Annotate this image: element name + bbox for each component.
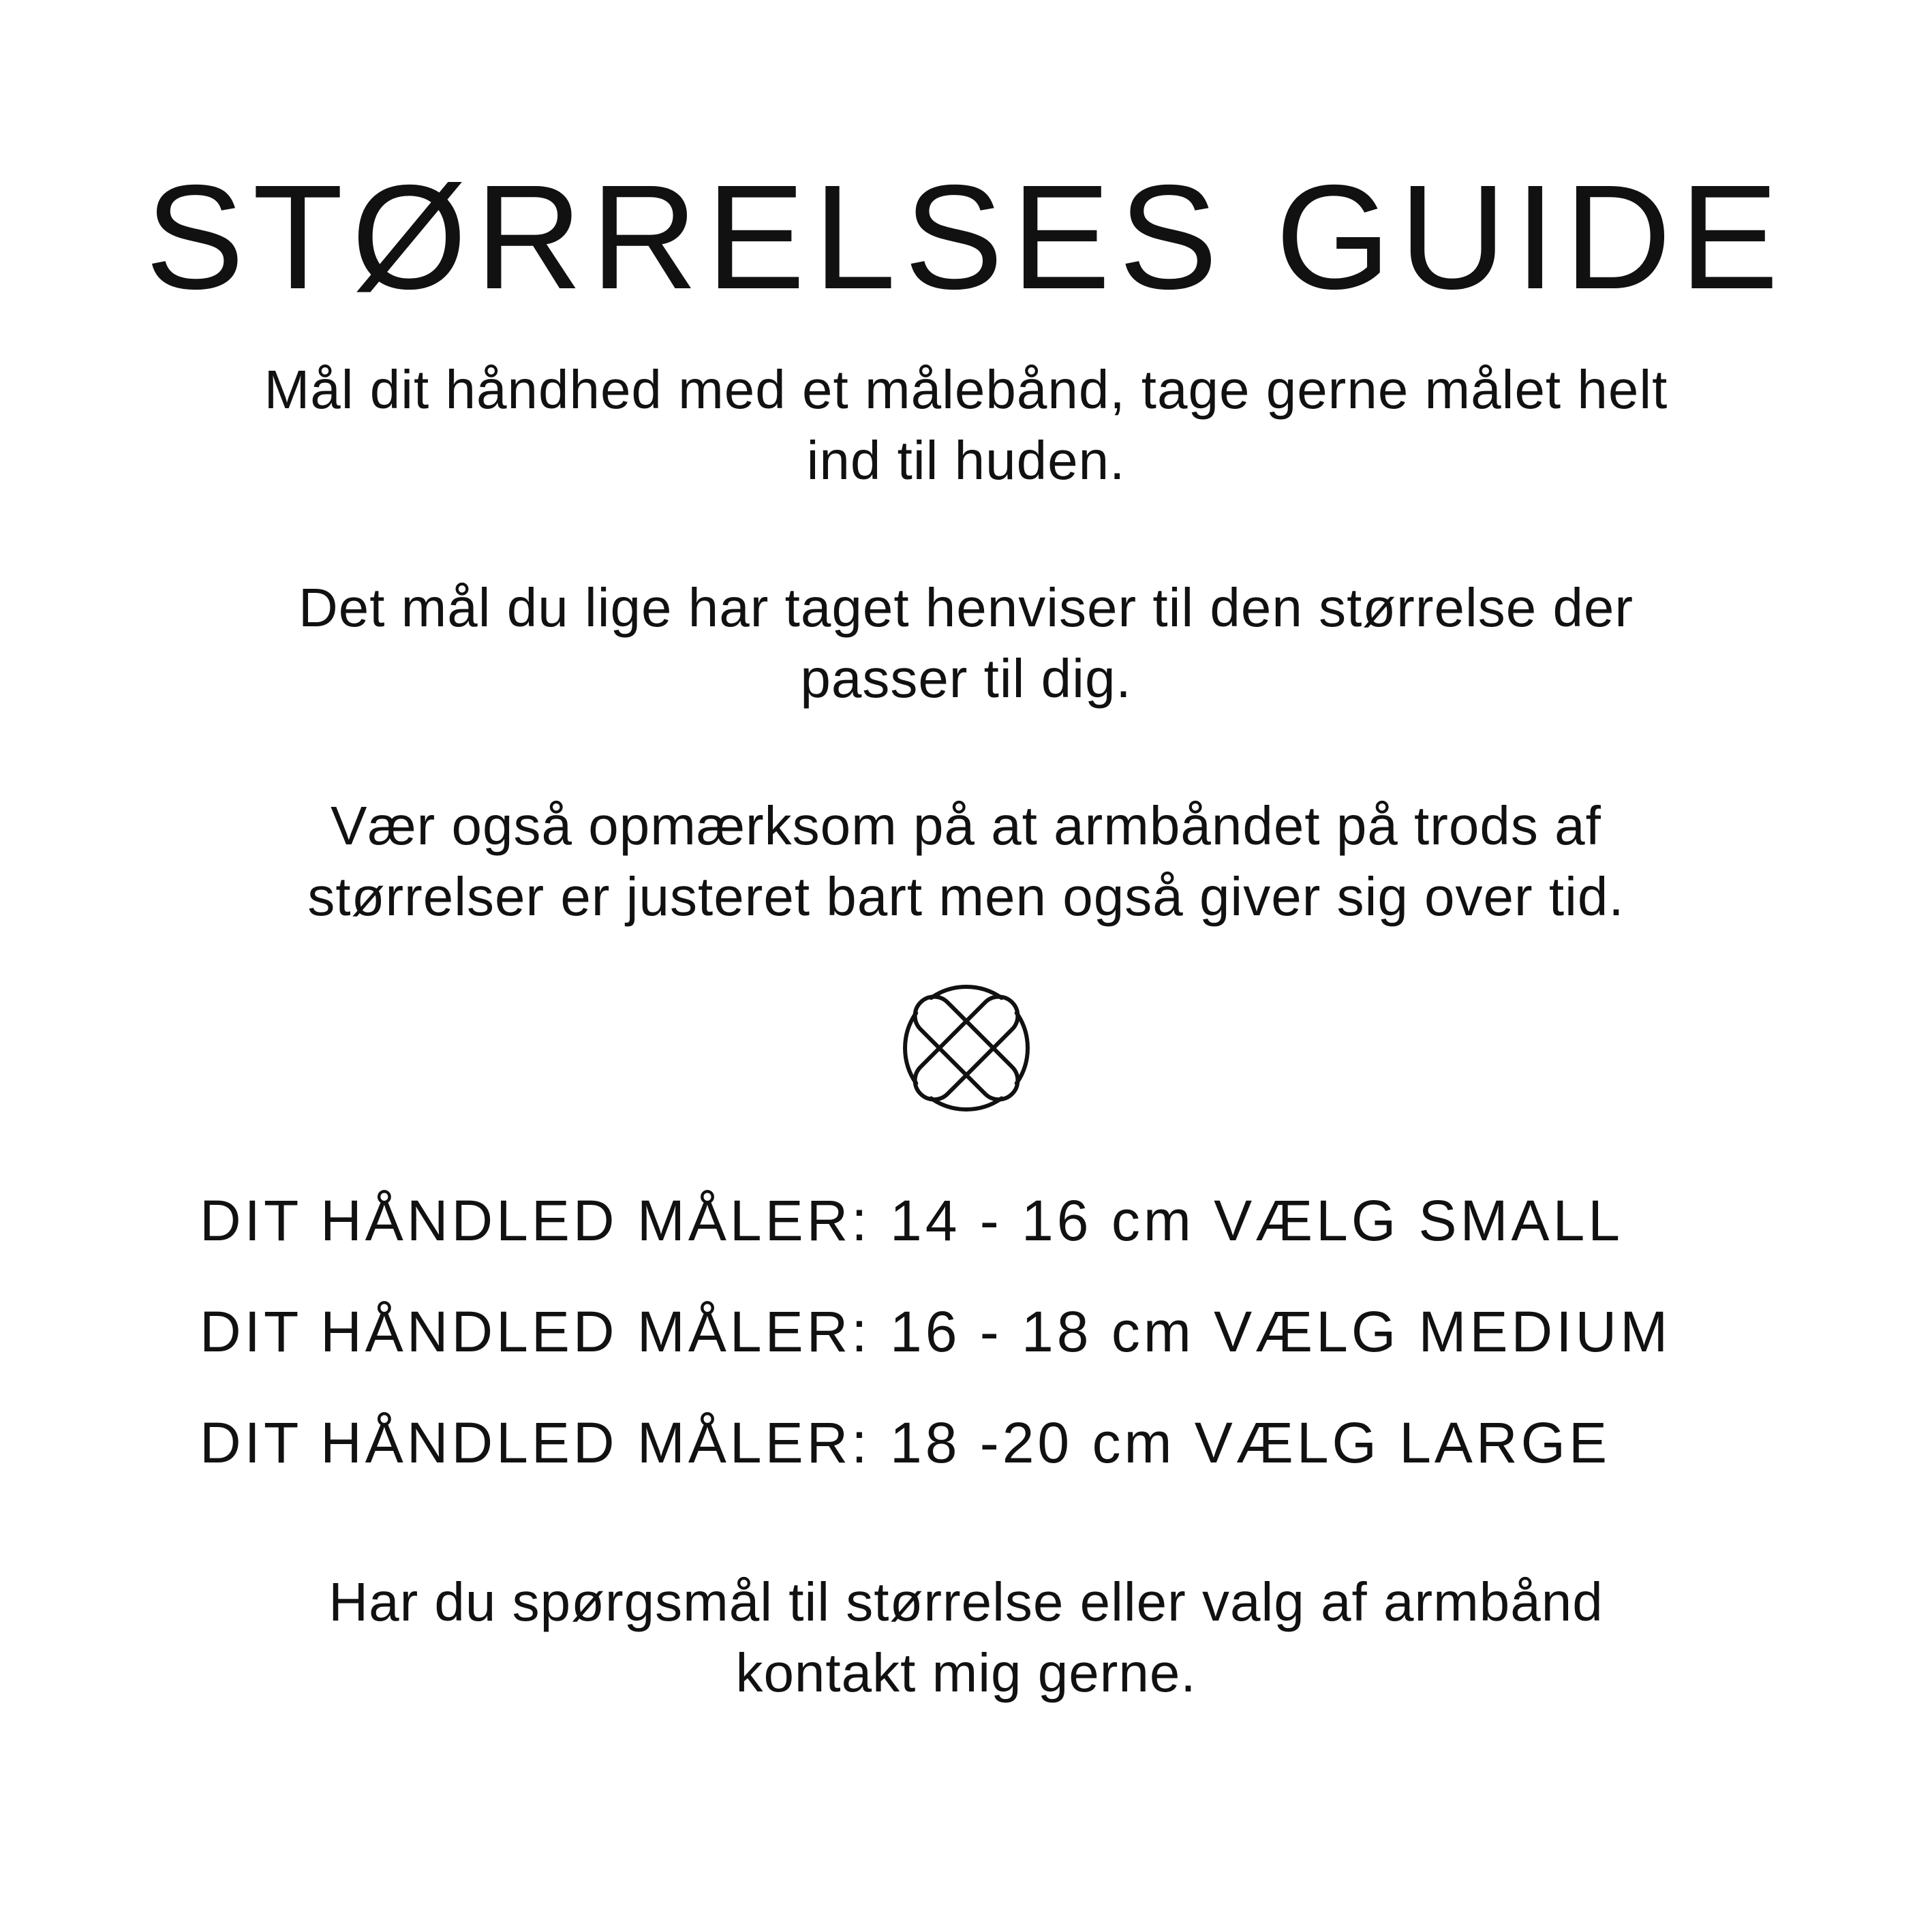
paragraph-line: Har du spørgsmål til størrelse eller valg af armbånd <box>328 1571 1604 1632</box>
footer-contact-paragraph <box>0 1567 1932 1708</box>
paragraph-line: Vær også opmærksom på at armbåndet på trods af <box>331 795 1601 856</box>
page-title: STØRRELSES GUIDE <box>145 155 1787 320</box>
paragraph-line: Det mål du lige har taget henviser til den størrelse der <box>298 577 1634 638</box>
paragraph-line: ind til huden. <box>806 430 1126 491</box>
paragraph-line: passer til dig. <box>800 648 1132 709</box>
intro-paragraph-size-reference <box>0 572 1932 714</box>
heart-knot-icon <box>898 980 1034 1116</box>
size-table <box>0 1165 1932 1499</box>
size-row-small: DIT HÅNDLED MÅLER: 14 - 16 cm VÆLG SMALL <box>200 1189 1624 1253</box>
size-row-medium: DIT HÅNDLED MÅLER: 16 - 18 cm VÆLG MEDIUM <box>200 1300 1672 1364</box>
intro-paragraph-measure <box>0 354 1932 496</box>
intro-paragraph-adjustable-note <box>0 791 1932 932</box>
intro-section <box>0 354 1932 932</box>
paragraph-line: størrelser er justeret bart men også giver sig over tid. <box>307 866 1625 927</box>
size-row-large: DIT HÅNDLED MÅLER: 18 -20 cm VÆLG LARGE <box>200 1411 1610 1475</box>
paragraph-line: Mål dit håndhed med et målebånd, tage gerne målet helt <box>264 359 1668 420</box>
paragraph-line: kontakt mig gerne. <box>735 1642 1197 1703</box>
